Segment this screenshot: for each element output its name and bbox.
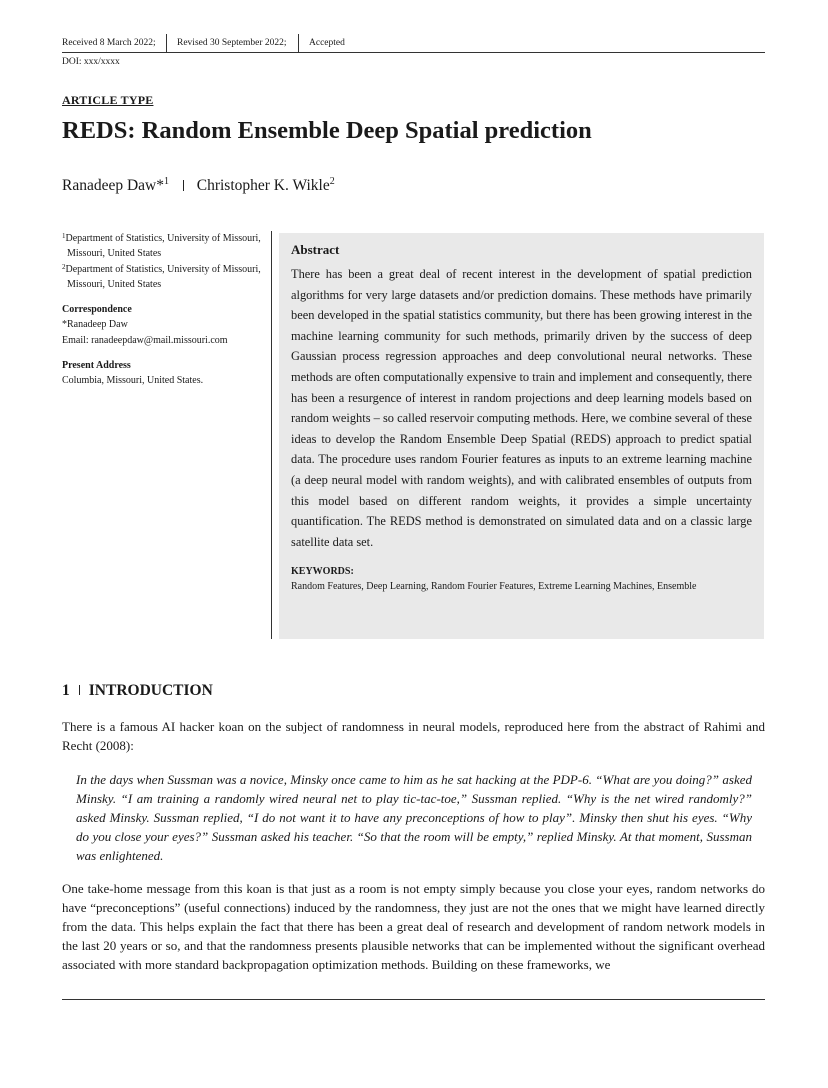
received-date: Received 8 March 2022; — [62, 38, 156, 48]
article-type: ARTICLE TYPE — [62, 93, 154, 107]
body-paragraph: There is a famous AI hacker koan on the subject of randomness in neural models, reproduced here from the abstract of Rahimi and Recht (2008): — [62, 719, 765, 753]
correspondence-email: Email: ranadeepdaw@mail.missouri.com — [62, 334, 228, 346]
accepted-date: Accepted — [309, 38, 345, 48]
column-divider — [271, 231, 272, 639]
affiliation-number: 1 — [62, 232, 66, 240]
revised-date: Revised 30 September 2022; — [177, 38, 287, 48]
footer-rule — [62, 999, 765, 1000]
abstract-heading: Abstract — [291, 242, 340, 257]
affiliations — [62, 231, 262, 292]
author-name: Christopher K. Wikle — [196, 177, 330, 194]
koan-quote: In the days when Sussman was a novice, Minsky once came to him as he sat hacking at the PDP-6. “What are you doing?” asked Minsky. “I am training a randomly wired neural net to play tic-tac-toe,” Sussman replied. “Why is the net wired randomly?” asked Minsky. Sussman replied, “I do not want it to have any preconceptions of how to play”. Minsky then shut his eyes. “Why do you close your eyes?” Sussman asked his teacher. “So that the room will be empty,” replied Minsky. At that moment, Sussman was enlightened. — [76, 772, 752, 863]
author-divider — [183, 180, 184, 191]
abstract-box — [279, 233, 764, 639]
author-affiliation-number: 2 — [329, 176, 335, 187]
section-title: INTRODUCTION — [88, 682, 213, 699]
affiliation — [62, 262, 262, 293]
affiliation-number: 2 — [62, 262, 66, 271]
publication-history — [62, 34, 765, 53]
doi: DOI: xxx/xxxx — [62, 57, 120, 67]
section-divider — [79, 685, 80, 695]
header-divider — [166, 34, 167, 52]
author-list — [62, 177, 335, 195]
abstract-text: There has been a great deal of recent interest in the development of spatial prediction algorithms for very large datasets and/or prediction domains. These methods have primarily been developed in the spatial statistics community, but there has been growing interest in the machine learning community for such methods, primarily driven by the success of deep Gaussian process regression approaches and deep convolutional neural networks. These methods are often computationally expensive to train and implement and consequently, there has been a resurgence of interest in random projections and deep learning models based on random weights – so called reservoir computing methods. Here, we combine several of these ideas to develop the Random Ensemble Deep Spatial (REDS) approach to predict spatial data. The procedure uses random Fourier features as inputs to an extreme learning machine (a deep neural model with random weights), and with calibrated ensembles of outputs from this model based on different random weights, it provides a simple uncertainty quantification. The REDS method is demonstrated on simulated data and on a classic large satellite data set. — [291, 267, 752, 549]
author-affiliation-number: 1 — [164, 176, 169, 187]
present-address — [62, 358, 262, 389]
keywords-text: Random Features, Deep Learning, Random Fourier Features, Extreme Learning Machines, Ensemble — [291, 581, 697, 593]
keywords-heading: KEYWORDS: — [291, 566, 354, 578]
affiliation-text: Department of Statistics, University of Missouri, Missouri, United States — [65, 233, 261, 260]
correspondence — [62, 302, 262, 348]
header-divider — [298, 34, 299, 52]
present-address-heading: Present Address — [62, 360, 131, 371]
author-name: Ranadeep Daw* — [62, 177, 164, 194]
affiliation — [62, 231, 262, 262]
paper-title: REDS: Random Ensemble Deep Spatial prediction — [62, 117, 592, 144]
section-number: 1 — [62, 682, 70, 699]
correspondence-name: *Ranadeep Daw — [62, 319, 128, 331]
affiliation-text: Department of Statistics, University of Missouri, Missouri, United States — [65, 263, 261, 290]
section-heading — [62, 682, 213, 700]
body-paragraph: One take-home message from this koan is that just as a room is not empty simply because you close your eyes, random networks do have “preconceptions” (useful connections) induced by the randomness, they just are not the ones that we might have learned directly from the data. This helps explain the fact that there has been a great deal of research and development of random network models in the last 20 years or so, and that the randomness presents plausible networks that can be implemented without the significant overhead associated with more standard backpropagation optimization methods. Building on these frameworks, we — [62, 881, 765, 972]
present-address-text: Columbia, Missouri, United States. — [62, 375, 204, 387]
correspondence-heading: Correspondence — [62, 304, 132, 315]
